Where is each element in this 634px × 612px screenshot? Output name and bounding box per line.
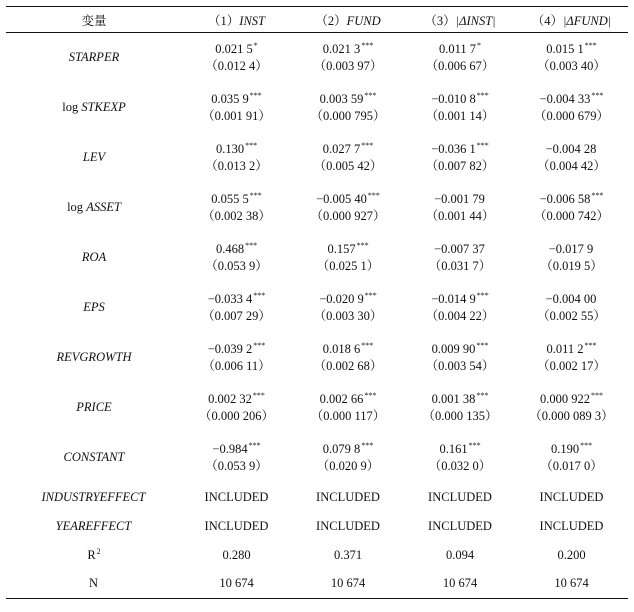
significance-stars: *** — [248, 440, 261, 450]
coefficient-line — [291, 191, 405, 208]
coefficient: 0.130 — [215, 141, 245, 156]
summary-cell: 0.094 — [445, 547, 475, 562]
header-col-2 — [291, 7, 405, 33]
header-name: FUND — [346, 13, 381, 28]
standard-error: （0.019 5） — [540, 258, 603, 273]
table-cell — [291, 133, 405, 183]
coefficient-line — [182, 291, 291, 308]
table-cell — [515, 33, 628, 83]
standard-error: （0.007 29） — [202, 308, 271, 323]
coefficient-line — [291, 241, 405, 258]
coefficient: 0.468 — [215, 241, 245, 256]
coefficient: −0.001 79 — [434, 191, 485, 206]
table-row — [6, 383, 628, 433]
row-label — [6, 433, 182, 483]
coefficient-line — [515, 91, 628, 108]
standard-error: （0.000 089 3） — [529, 408, 614, 423]
coefficient-line — [405, 41, 515, 58]
coefficient: −0.010 8 — [431, 91, 476, 106]
table-cell — [405, 183, 515, 233]
summary-row-industry — [6, 483, 628, 512]
header-num: （3） — [424, 13, 456, 28]
row-label-name: PRICE — [76, 400, 112, 414]
significance-stars: *** — [476, 90, 489, 100]
coefficient: 0.190 — [550, 441, 580, 456]
table-cell — [182, 83, 291, 133]
coefficient-line — [515, 241, 628, 258]
significance-stars: *** — [364, 290, 377, 300]
table-row — [6, 433, 628, 483]
standard-error: （0.005 42） — [313, 158, 383, 173]
standard-error: （0.032 0） — [428, 458, 492, 473]
summary-cell: INCLUDED — [428, 489, 492, 504]
table-row — [6, 133, 628, 183]
coefficient: 0.000 922 — [540, 391, 590, 406]
coefficient: 0.157 — [327, 241, 356, 256]
standard-error: （0.000 679） — [533, 108, 609, 123]
significance-stars: *** — [361, 40, 374, 50]
table-cell — [291, 233, 405, 283]
header-row — [6, 7, 628, 33]
summary-cell: 10 674 — [330, 576, 366, 591]
row-label-name: R — [87, 547, 96, 562]
coefficient: −0.005 40 — [316, 191, 367, 206]
coefficient: 0.021 3 — [322, 41, 361, 56]
row-label-name: EPS — [83, 300, 105, 314]
row-label-name: N — [88, 576, 99, 591]
coefficient: −0.036 1 — [431, 141, 476, 156]
row-label-name: LEV — [82, 150, 106, 164]
coefficient-line — [182, 241, 291, 258]
significance-stars: *** — [245, 140, 258, 150]
significance-stars: *** — [591, 90, 604, 100]
row-label-name: STKEXP — [81, 100, 126, 114]
significance-stars: * — [253, 40, 258, 50]
table-cell — [405, 283, 515, 333]
table-cell — [515, 83, 628, 133]
standard-error: （0.001 14） — [425, 108, 495, 123]
header-name: |ΔINST| — [455, 13, 496, 28]
coefficient: 0.018 6 — [322, 341, 361, 356]
table-cell — [515, 433, 628, 483]
standard-error: （0.004 42） — [537, 158, 606, 173]
table-cell — [515, 233, 628, 283]
summary-cell: INCLUDED — [539, 518, 604, 533]
summary-cell: INCLUDED — [204, 518, 269, 533]
table-cell — [405, 383, 515, 433]
significance-stars: *** — [249, 190, 262, 200]
coefficient: 0.015 1 — [546, 41, 584, 56]
coefficient-line — [515, 341, 628, 358]
coefficient: 0.001 38 — [431, 391, 476, 406]
table-row — [6, 183, 628, 233]
row-label-name: CONSTANT — [63, 450, 125, 464]
standard-error: （0.031 7） — [428, 258, 492, 273]
coefficient-line — [405, 391, 515, 408]
table-cell — [405, 133, 515, 183]
coefficient-line — [182, 91, 291, 108]
table-cell — [291, 433, 405, 483]
significance-stars: * — [477, 40, 482, 50]
coefficient: −0.004 28 — [545, 141, 597, 156]
coefficient-line — [405, 441, 515, 458]
table-body — [6, 33, 628, 599]
coefficient-line — [291, 441, 405, 458]
row-label-name: YEAREFFECT — [55, 518, 132, 533]
standard-error: （0.020 9） — [316, 458, 380, 473]
table-cell — [182, 233, 291, 283]
coefficient-line — [182, 441, 291, 458]
row-label — [6, 233, 182, 283]
summary-cell: INCLUDED — [539, 489, 604, 504]
significance-stars: *** — [584, 340, 597, 350]
header-num: （4） — [531, 13, 563, 28]
coefficient-line — [515, 141, 628, 158]
coefficient: −0.004 00 — [545, 291, 597, 306]
row-label — [6, 512, 182, 541]
row-label-name: STARPER — [68, 50, 120, 65]
coefficient: 0.009 90 — [431, 341, 476, 356]
coefficient: 0.055 5 — [211, 191, 249, 206]
standard-error: （0.002 68） — [313, 358, 383, 373]
row-label-prefix: log — [67, 200, 87, 214]
table-cell — [405, 33, 515, 83]
coefficient: −0.039 2 — [207, 341, 253, 356]
standard-error: （0.013 2） — [205, 158, 268, 173]
table-cell — [405, 83, 515, 133]
coefficient-line — [182, 191, 291, 208]
header-name: |ΔFUND| — [563, 13, 612, 28]
coefficient: 0.035 9 — [211, 91, 249, 106]
standard-error: （0.000 206） — [198, 408, 274, 423]
row-label — [6, 483, 182, 512]
coefficient: 0.161 — [439, 441, 468, 456]
coefficient: −0.020 9 — [319, 291, 364, 306]
coefficient-line — [515, 291, 628, 308]
standard-error: （0.006 67） — [425, 58, 495, 73]
table-cell — [405, 433, 515, 483]
header-col-1 — [182, 7, 291, 33]
standard-error: （0.000 742） — [533, 208, 609, 223]
summary-cell: INCLUDED — [316, 489, 380, 504]
standard-error: （0.004 22） — [425, 308, 495, 323]
standard-error: （0.012 4） — [205, 58, 268, 73]
coefficient: −0.004 33 — [539, 91, 591, 106]
table-cell — [182, 183, 291, 233]
summary-cell: INCLUDED — [428, 518, 492, 533]
significance-stars: *** — [245, 240, 258, 250]
coefficient-line — [291, 291, 405, 308]
coefficient-line — [182, 391, 291, 408]
coefficient-line — [405, 241, 515, 258]
header-name: INST — [239, 13, 265, 28]
coefficient-line — [182, 341, 291, 358]
standard-error: （0.002 38） — [202, 208, 271, 223]
significance-stars: *** — [584, 40, 597, 50]
standard-error: （0.006 11） — [202, 358, 271, 373]
row-label-prefix: log — [62, 100, 82, 114]
coefficient-line — [515, 391, 628, 408]
standard-error: （0.002 55） — [537, 308, 606, 323]
coefficient: −0.007 37 — [434, 241, 485, 256]
significance-stars: *** — [591, 190, 604, 200]
coefficient: −0.033 4 — [207, 291, 253, 306]
table-cell — [515, 383, 628, 433]
standard-error: （0.000 117） — [310, 408, 386, 423]
coefficient: 0.002 32 — [208, 391, 252, 406]
table-cell — [405, 333, 515, 383]
standard-error: （0.017 0） — [540, 458, 603, 473]
table-cell — [182, 333, 291, 383]
table-cell — [405, 233, 515, 283]
row-label — [6, 83, 182, 133]
significance-stars: *** — [580, 440, 593, 450]
row-label — [6, 133, 182, 183]
summary-cell: INCLUDED — [204, 489, 269, 504]
coefficient: 0.021 5 — [215, 41, 253, 56]
significance-stars: *** — [249, 90, 262, 100]
row-label — [6, 183, 182, 233]
table-cell — [182, 133, 291, 183]
table-cell — [182, 383, 291, 433]
row-label-name: REVGROWTH — [56, 350, 132, 364]
coefficient-line — [515, 41, 628, 58]
coefficient: 0.003 59 — [319, 91, 364, 106]
standard-error: （0.025 1） — [316, 258, 380, 273]
row-label — [6, 283, 182, 333]
table-cell — [291, 33, 405, 83]
standard-error: （0.003 54） — [425, 358, 495, 373]
table-row — [6, 233, 628, 283]
header-col-3 — [405, 7, 515, 33]
standard-error: （0.001 91） — [202, 108, 271, 123]
significance-stars: *** — [253, 340, 266, 350]
coefficient-line — [405, 91, 515, 108]
table-row — [6, 83, 628, 133]
header-num: （2） — [315, 13, 347, 28]
table-cell — [291, 383, 405, 433]
table-row — [6, 33, 628, 83]
coefficient-line — [405, 291, 515, 308]
table-cell — [291, 333, 405, 383]
row-label — [6, 541, 182, 570]
header-num: （1） — [208, 13, 240, 28]
summary-cell: 10 674 — [442, 576, 478, 591]
summary-cell: 10 674 — [554, 576, 589, 591]
significance-stars: *** — [476, 140, 489, 150]
coefficient-line — [405, 191, 515, 208]
row-label — [6, 570, 182, 599]
coefficient-line — [291, 341, 405, 358]
table-cell — [515, 133, 628, 183]
table-cell — [515, 283, 628, 333]
standard-error: （0.000 795） — [310, 108, 386, 123]
row-label-name: ROA — [81, 250, 107, 264]
table-cell — [291, 83, 405, 133]
coefficient-line — [291, 141, 405, 158]
coefficient: 0.011 2 — [546, 341, 584, 356]
significance-stars: *** — [361, 140, 374, 150]
coefficient-line — [515, 191, 628, 208]
header-col-4 — [515, 7, 628, 33]
coefficient: 0.079 8 — [322, 441, 361, 456]
summary-row-r2 — [6, 541, 628, 570]
significance-stars: *** — [253, 290, 266, 300]
coefficient: −0.014 9 — [431, 291, 476, 306]
table-row — [6, 283, 628, 333]
table-cell — [515, 183, 628, 233]
summary-cell: 0.280 — [222, 547, 251, 562]
significance-stars: *** — [356, 240, 369, 250]
table-cell — [182, 33, 291, 83]
standard-error: （0.053 9） — [205, 458, 268, 473]
coefficient-line — [405, 141, 515, 158]
summary-cell: 10 674 — [219, 576, 254, 591]
significance-stars: *** — [361, 440, 374, 450]
coefficient: −0.984 — [212, 441, 248, 456]
coefficient-line — [405, 341, 515, 358]
coefficient-line — [182, 41, 291, 58]
row-label — [6, 333, 182, 383]
standard-error: （0.002 17） — [537, 358, 606, 373]
standard-error: （0.007 82） — [425, 158, 495, 173]
significance-stars: *** — [476, 390, 489, 400]
standard-error: （0.003 40） — [537, 58, 606, 73]
row-label — [6, 33, 182, 83]
coefficient-line — [291, 391, 405, 408]
standard-error: （0.003 30） — [313, 308, 383, 323]
table-cell — [291, 283, 405, 333]
standard-error: （0.053 9） — [205, 258, 268, 273]
table-cell — [182, 283, 291, 333]
summary-row-n — [6, 570, 628, 599]
regression-table — [6, 6, 628, 599]
table-cell — [182, 433, 291, 483]
coefficient: 0.002 66 — [319, 391, 364, 406]
significance-stars: *** — [367, 190, 380, 200]
coefficient: 0.011 7 — [438, 41, 477, 56]
table-row — [6, 333, 628, 383]
row-label-name: INDUSTRYEFFECT — [41, 489, 146, 504]
significance-stars: *** — [364, 90, 377, 100]
significance-stars: *** — [361, 340, 374, 350]
coefficient: 0.027 7 — [322, 141, 361, 156]
standard-error: （0.000 135） — [422, 408, 498, 423]
coefficient-line — [182, 141, 291, 158]
standard-error: （0.000 927） — [310, 208, 386, 223]
significance-stars: *** — [476, 340, 489, 350]
coefficient-line — [291, 41, 405, 58]
table-cell — [291, 183, 405, 233]
significance-stars: *** — [476, 290, 489, 300]
significance-stars: *** — [468, 440, 481, 450]
coefficient: −0.006 58 — [539, 191, 591, 206]
significance-stars: *** — [364, 390, 377, 400]
significance-stars: *** — [591, 390, 603, 400]
summary-cell: INCLUDED — [316, 518, 380, 533]
coefficient-line — [515, 441, 628, 458]
standard-error: （0.001 44） — [425, 208, 495, 223]
row-label-name: ASSET — [86, 200, 121, 214]
header-variable: 变量 — [81, 13, 107, 28]
summary-cell: 0.200 — [557, 547, 586, 562]
table-cell — [515, 333, 628, 383]
row-label — [6, 383, 182, 433]
coefficient-line — [291, 91, 405, 108]
summary-row-year — [6, 512, 628, 541]
coefficient: −0.017 9 — [548, 241, 594, 256]
summary-cell: 0.371 — [333, 547, 363, 562]
significance-stars: *** — [252, 390, 265, 400]
row-label-superscript: 2 — [96, 546, 101, 556]
standard-error: （0.003 97） — [313, 58, 383, 73]
